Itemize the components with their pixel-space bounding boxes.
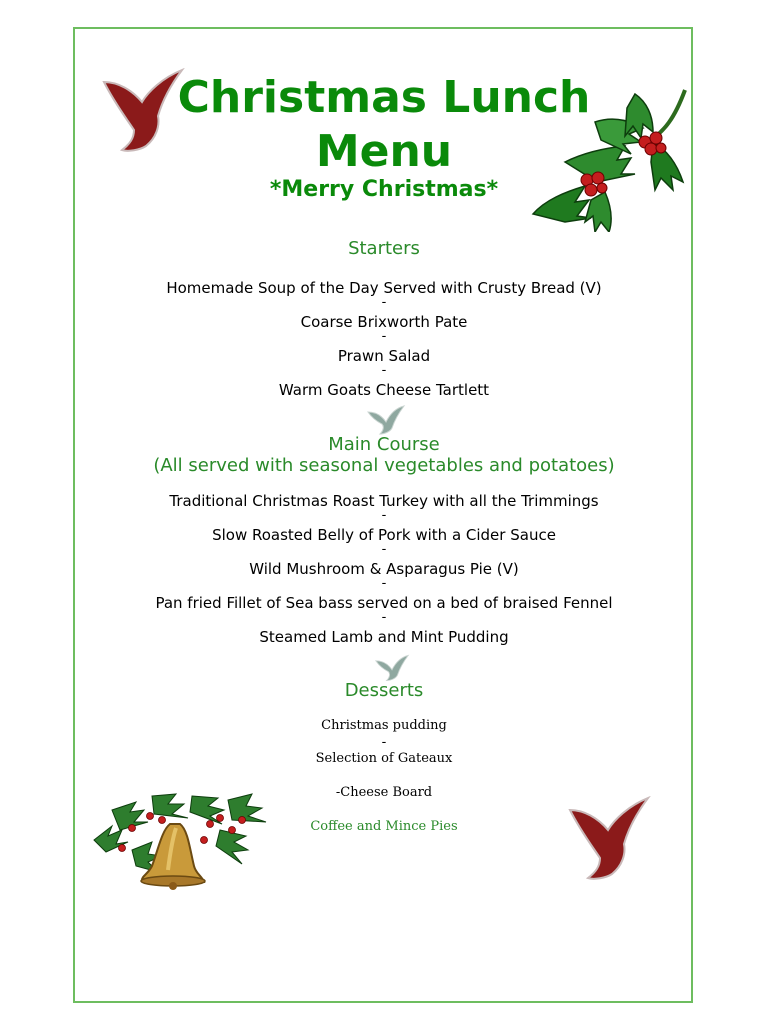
menu-title-line2: Menu <box>315 126 453 177</box>
separator: - <box>381 610 387 625</box>
red-dove-icon <box>100 68 190 153</box>
starter-item: Prawn Salad <box>337 347 431 365</box>
main-course-note: (All served with seasonal vegetables and potatoes) <box>153 455 615 476</box>
desserts-heading: Desserts <box>344 680 424 701</box>
separator: - <box>381 542 387 557</box>
dessert-item: Christmas pudding <box>321 718 447 733</box>
main-item: Wild Mushroom & Asparagus Pie (V) <box>249 560 519 578</box>
menu-title-line1: Christmas Lunch <box>177 72 591 123</box>
bell-holly-icon <box>92 790 272 890</box>
dessert-item: -Cheese Board <box>335 785 433 800</box>
separator: - <box>381 576 387 591</box>
holly-icon <box>525 82 695 232</box>
main-item: Steamed Lamb and Mint Pudding <box>259 628 509 646</box>
starter-item: Homemade Soup of the Day Served with Crusty Bread (V) <box>166 279 602 297</box>
separator: - <box>381 508 387 523</box>
separator: - <box>381 295 387 310</box>
separator: - <box>381 363 387 378</box>
dessert-item: Selection of Gateaux <box>315 751 453 766</box>
starter-item: Coarse Brixworth Pate <box>300 313 468 331</box>
main-item: Pan fried Fillet of Sea bass served on a bed of braised Fennel <box>155 594 613 612</box>
menu-subtitle: *Merry Christmas* <box>269 177 499 202</box>
coffee-line: Coffee and Mince Pies <box>310 819 458 834</box>
separator: - <box>381 735 387 750</box>
main-course-heading: Main Course <box>328 434 440 455</box>
main-item: Slow Roasted Belly of Pork with a Cider Sauce <box>212 526 556 544</box>
starters-heading: Starters <box>348 238 420 259</box>
red-dove-icon <box>566 796 656 881</box>
starter-item: Warm Goats Cheese Tartlett <box>278 381 490 399</box>
grey-dove-icon <box>366 404 406 436</box>
main-item: Traditional Christmas Roast Turkey with all the Trimmings <box>169 492 599 510</box>
separator: - <box>381 329 387 344</box>
